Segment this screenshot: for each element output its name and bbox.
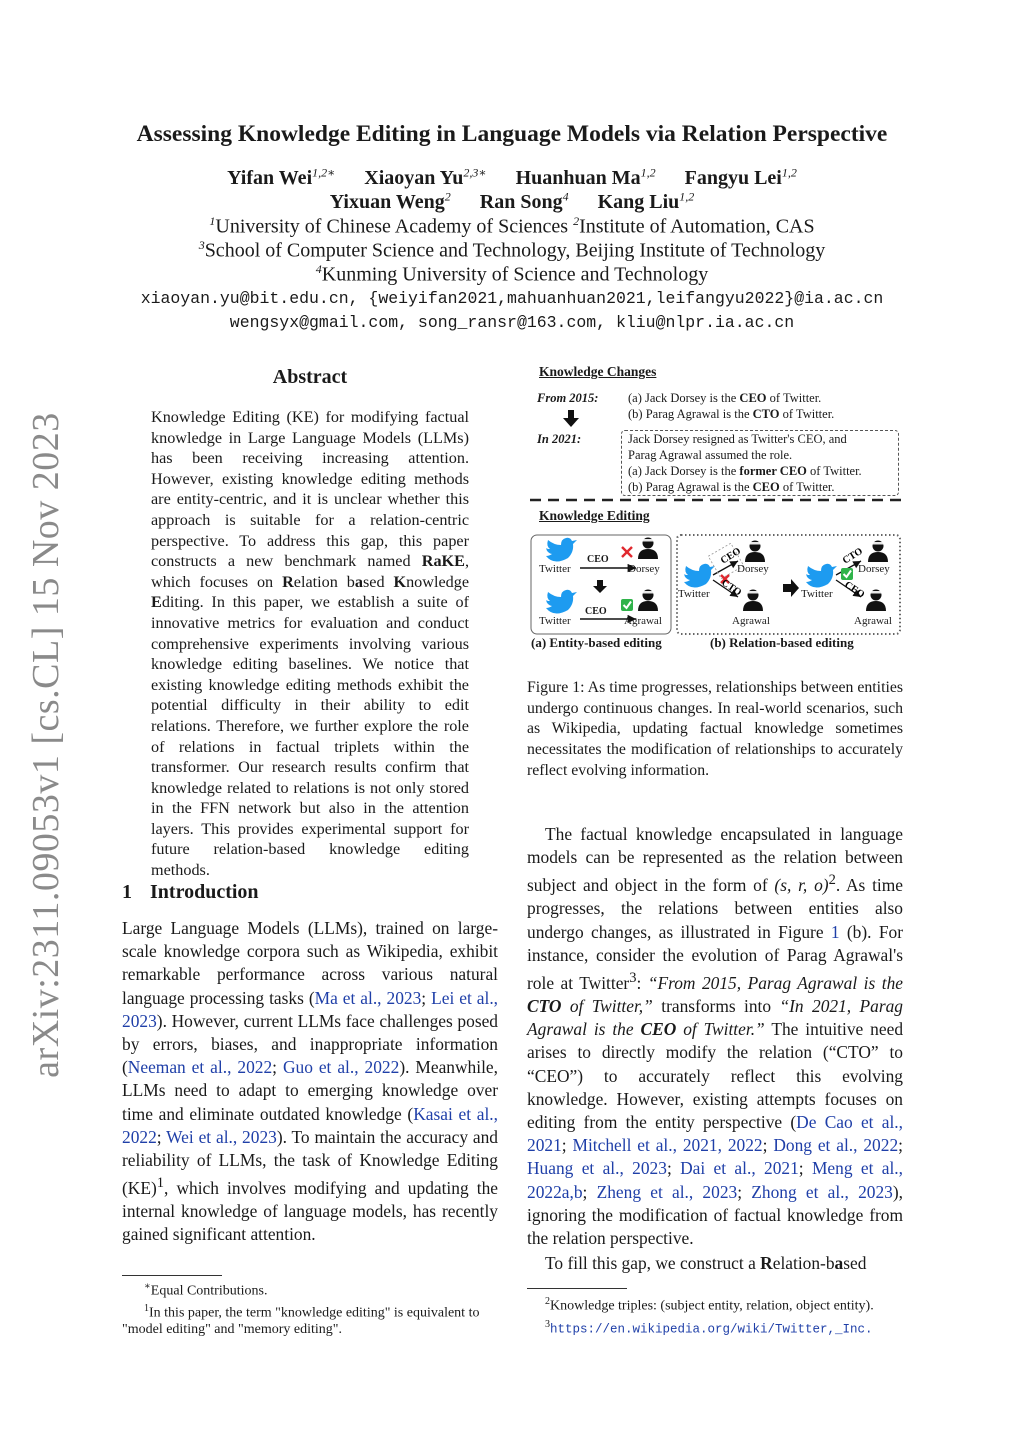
panel-a-label: (a) Entity-based editing [531, 635, 662, 650]
edge-label-cto: CTO [719, 577, 744, 599]
fact-2015-a: (a) Jack Dorsey is the CEO of Twitter. [628, 391, 822, 405]
panel-b-label: (b) Relation-based editing [710, 635, 854, 650]
footnotes-right: $^2$Knowledge triples: (subject entity, relation, object entity). $^3$https://en.wikipedia.org/wiki/Twitter,_Inc. [545, 1296, 874, 1337]
in-2021-label: In 2021: [537, 432, 582, 446]
paper-title: Assessing Knowledge Editing in Language Models via Relation Perspective [136, 121, 888, 147]
footnote-marker: 1 [156, 1175, 165, 1192]
author: Ran Song$^4$ [479, 189, 569, 213]
footnote-rule [122, 1275, 222, 1276]
footnote-url-link[interactable]: https://en.wikipedia.org/wiki/Twitter,_Inc. [550, 1322, 873, 1337]
node-twitter: Twitter [801, 588, 833, 600]
email-line-2: wengsyx@gmail.com, song_ransr@163.com, kliu@nlpr.ia.ac.cn [229, 313, 795, 332]
update-2021-line1: Jack Dorsey resigned as Twitter's CEO, and [628, 432, 847, 446]
knowledge-editing-label: Knowledge Editing [539, 508, 650, 523]
node-twitter: Twitter [539, 563, 571, 575]
abstract-body: Knowledge Editing (KE) for modifying factual knowledge in Large Language Models (LLMs) has been receiving increasing attention. However, existing knowledge editing methods are entity-centric, and it is unclear whether this approach is suitable for a relation-centric perspective. To address this gap, this paper constructs a new benchmark named RaKE, which focuses on Relation based Knowledge Editing. In this paper, we establish a suite of innovative metrics for evaluation and conduct comprehensive experiments involving various knowledge editing baselines. We notice that existing knowledge editing methods exhibit the potential difficulty in their ability to edit relations. Therefore, we further explore the role of relations in factual triplets within the transformer. Our research results confirm that knowledge related to relations is not only stored in the FFN network but also in the attention layers. This provides experimental support for future relation-based knowledge editing methods. [151, 408, 470, 880]
knowledge-changes-label: Knowledge Changes [539, 364, 657, 379]
node-dorsey: Dorsey [628, 563, 660, 575]
body-paragraph: The factual knowledge encapsulated in language models can be represented as the relation between subject and object in the form of (s, r, o)$^2$. As time progresses, the relations between entities also undergo changes, as illustrated in Figure 1 (b). For instance, consider the evolution of Parag Agrawal's role at Twitter$^3$: “From 2015, Parag Agrawal is the CTO of Twitter,” transforms into “In 2021, Parag Agrawal is the CEO of Twitter.” The intuitive need arises to directly modify the relation (“CTO” to “CEO”) to accurately reflect this evolving knowledge. However, existing attempts focuses on editing from the entity perspective (De Cao et al., 2021; Mitchell et al., 2021, 2022; Dong et al., 2022; Huang et al., 2023; Dai et al., 2021; Meng et al., 2022a,b; Zheng et al., 2023; Zhong et al., 2023), ignoring the modification of factual knowledge from the relation perspective. [527, 824, 904, 1249]
red-x-icon [622, 547, 632, 557]
author-line-2 [0, 189, 1024, 214]
edge-label-ceo: CEO [585, 606, 607, 617]
author: Yixuan Weng$^2$ [329, 189, 451, 213]
body-paragraph: To fill this gap, we construct a Relation-based [545, 1253, 867, 1274]
figure-1 [527, 362, 905, 662]
arxiv-id-text: arXiv:2311.09053v1 [cs.CL] 15 Nov 2023 [25, 412, 67, 1078]
edge-label-ceo: CEO [587, 554, 609, 565]
affiliation-line-1: $^1$University of Chinese Academy of Sciences $^2$Institute of Automation, CAS [209, 214, 815, 238]
section-heading-introduction: 1 Introduction [122, 881, 259, 903]
from-2015-label: From 2015: [537, 391, 599, 405]
edge-label-cto: CTO [840, 545, 865, 567]
author: Yifan Wei$^{1,2∗}$ [227, 165, 336, 189]
introduction-body [122, 917, 498, 1247]
email-line-1: xiaoyan.yu@bit.edu.cn, {weiyifan2021,mahuanhuan2021,leifangyu2022}@ia.ac.cn [140, 289, 884, 308]
figure-caption: Figure 1: As time progresses, relationships between entities undergo continuous changes. In real-world scenarios, such as Wikipedia, updating factual knowledge sometimes necessitates the modification of relationships to accurately reflect evolving information. [527, 679, 903, 779]
author-line-1 [0, 165, 1024, 190]
edge-label-ceo: CEO [842, 579, 867, 601]
node-dorsey: Dorsey [858, 563, 890, 575]
citation-link[interactable]: Ma et al., 2023 [314, 987, 422, 1008]
affiliation-line-3: $^4$Kunming University of Science and Technology [315, 262, 709, 286]
citation-link[interactable]: Mitchell et al., 2021, 2022 [572, 1135, 763, 1156]
footnotes-left: ∗Equal Contributions. $^1$In this paper, the term "knowledge editing" is equivalent to "model editing" and "memory editing". [122, 1281, 480, 1338]
footnote-marker: 3 [629, 970, 637, 987]
citation-link[interactable]: Kasai et al., 2022 [122, 1103, 498, 1147]
node-agrawal: Agrawal [854, 615, 892, 627]
citation-link[interactable]: Zheng et al., 2023 [596, 1181, 738, 1202]
abstract-heading: Abstract [272, 366, 348, 388]
citation-link[interactable]: Lei et al., 2023 [122, 987, 499, 1031]
edge-label-ceo: CEO [718, 545, 743, 567]
citation-link[interactable]: Guo et al., 2022 [282, 1057, 400, 1078]
footnote-rule [527, 1288, 627, 1289]
author: Fangyu Lei$^{1,2}$ [684, 165, 797, 189]
node-twitter: Twitter [678, 588, 710, 600]
citation-link[interactable]: Dong et al., 2022 [773, 1135, 899, 1156]
affiliation-line-2: $^3$School of Computer Science and Technology, Beijing Institute of Technology [198, 238, 826, 262]
author: Kang Liu$^{1,2}$ [597, 189, 695, 213]
citation-link[interactable]: Meng et al., 2022a,b [527, 1158, 903, 1202]
figure-ref-link[interactable]: 1 [830, 921, 840, 942]
footnote-marker: 2 [828, 872, 836, 889]
citation-link[interactable]: Dai et al., 2021 [680, 1158, 799, 1179]
node-agrawal: Agrawal [732, 615, 770, 627]
node-twitter: Twitter [539, 615, 571, 627]
node-dorsey: Dorsey [737, 563, 769, 575]
right-column-body [527, 823, 903, 1275]
fact-2021-b: (b) Parag Agrawal is the CEO of Twitter. [628, 480, 835, 494]
intro-paragraph: Large Language Models (LLMs), trained on large-scale knowledge corpora such as Wikipedia, exhibit remarkable performance across various natural language processing tasks (Ma et al., 2023; Lei et al., 2023). However, current LLMs face challenges posed by errors, biases, and inappropriate information (Neeman et al., 2022; Guo et al., 2022). Meanwhile, LLMs need to adapt to emerging knowledge over time and eliminate outdated knowledge (Kasai et al., 2022; Wei et al., 2023). To maintain the accuracy and reliability of LLMs, the task of Knowledge Editing (KE)$^1$, which involves modifying and updating the internal knowledge of language models, has recently gained significant attention. [122, 918, 499, 1245]
author: Xiaoyan $Yu^{2,3∗}$ [364, 165, 487, 189]
update-2021-line2: Parag Agrawal assumed the role. [628, 448, 793, 462]
citation-link[interactable]: De Cao et al., 2021 [527, 1112, 903, 1156]
citation-link[interactable]: Neeman et al., 2022 [127, 1057, 273, 1078]
fact-2015-b: (b) Parag Agrawal is the CTO of Twitter. [628, 407, 835, 421]
citation-link[interactable]: Wei et al., 2023 [166, 1126, 277, 1147]
citation-link[interactable]: Zhong et al., 2023 [751, 1181, 893, 1202]
citation-link[interactable]: Huang et al., 2023 [527, 1158, 667, 1179]
author: Huanhuan Ma$^{1,2}$ [515, 165, 656, 189]
fact-2021-a: (a) Jack Dorsey is the former CEO of Twitter. [628, 464, 862, 478]
node-agrawal: Agrawal [624, 615, 662, 627]
